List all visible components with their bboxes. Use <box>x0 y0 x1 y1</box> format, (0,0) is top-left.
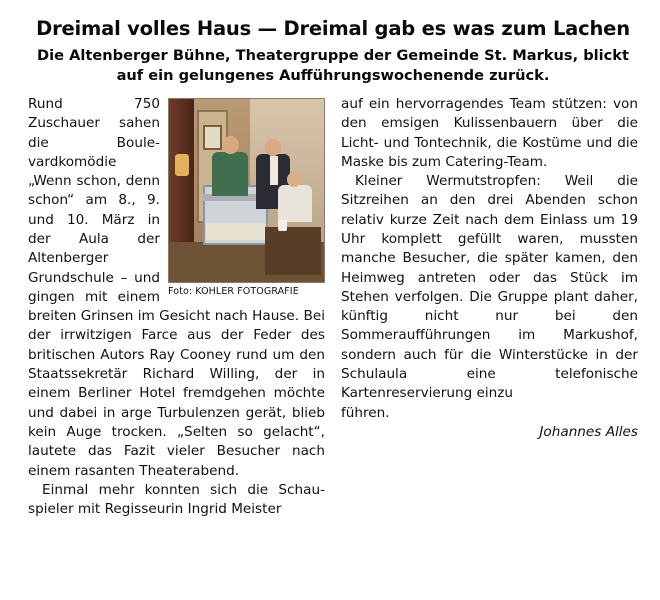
paragraph-right-1: auf ein hervorragendes Team stützen: von den emsigen Kulissenbauern über die Licht- und Tontechnik, die Kostüme und die Maske bis zum Catering-Team. <box>341 95 638 170</box>
photo-table <box>265 227 321 275</box>
photo-wall-picture <box>203 125 222 151</box>
column-right <box>341 95 638 442</box>
column-left <box>28 95 325 520</box>
stage-photo <box>168 98 325 283</box>
photo-actor-right-head <box>287 172 301 187</box>
photo-cup <box>278 220 287 231</box>
article-byline: Johannes Alles <box>539 423 638 440</box>
photo-lamp <box>175 154 189 176</box>
photo-actor-middle-head <box>265 139 281 155</box>
article-subhead: Die Altenberger Bühne, Theatergruppe der Gemeinde St. Markus, blickt auf ein gelungenes Aufführungswochenende zurück. <box>37 47 629 84</box>
photo-actor-left-body <box>212 152 248 196</box>
photo-credit: Foto: KOHLER FOTOGRAFIE <box>168 285 299 297</box>
paragraph-right-2: Kleiner Wermutstropfen: Weil die Sitzreihen an den drei Abenden schon relativ kurze Zeit nach dem Einlass um 19 Uhr komplett gefüllt waren, mussten manche Besucher, die später kamen, den Heimweg antreten oder das Stück im Stehen verfolgen. Die Gruppe plant daher, künftig nicht nur bei den Sommeraufführungen im Markushof, sondern auch für die Winterstücke in der Schulaula eine telefonische Kartenreservierung einzu <box>341 173 638 402</box>
photo-actor-middle-shirt <box>270 156 278 185</box>
article-columns <box>28 95 638 520</box>
paragraph-left-1: Rund 750 Zuschauer sahen die Boulevardkomödie „Wenn schon, denn schon“ am 8., 9. und 10. März in der Aula der Altenberger Grundschule – und gingen mit einem breiten Grinsen im Gesicht nach Hause. Bei der irrwitzigen Farce aus der Feder des britischen Autors Ray Cooney rund um den Staatssekretär Richard Willing, der in einem Berliner Hotel fremdgehen möchte und dabei in arge Turbulenzen gerät, blieb kein Auge trocken. „Selten so gelacht“, lautete das Fazit vieler Besucher nach einem rasanten Theaterabend. <box>28 95 325 479</box>
paragraph-left-2: Einmal mehr konnten sich die Schauspieler mit Regisseurin Ingrid Meister <box>28 481 325 518</box>
photo-blanket <box>206 223 265 239</box>
article-headline: Dreimal volles Haus — Dreimal gab es was zum Lachen <box>36 17 630 40</box>
article-photo-block <box>168 98 325 298</box>
photo-actor-right-body <box>278 185 312 222</box>
photo-actor-left-head <box>222 136 239 154</box>
paragraph-right-tail: führen. <box>341 404 390 421</box>
